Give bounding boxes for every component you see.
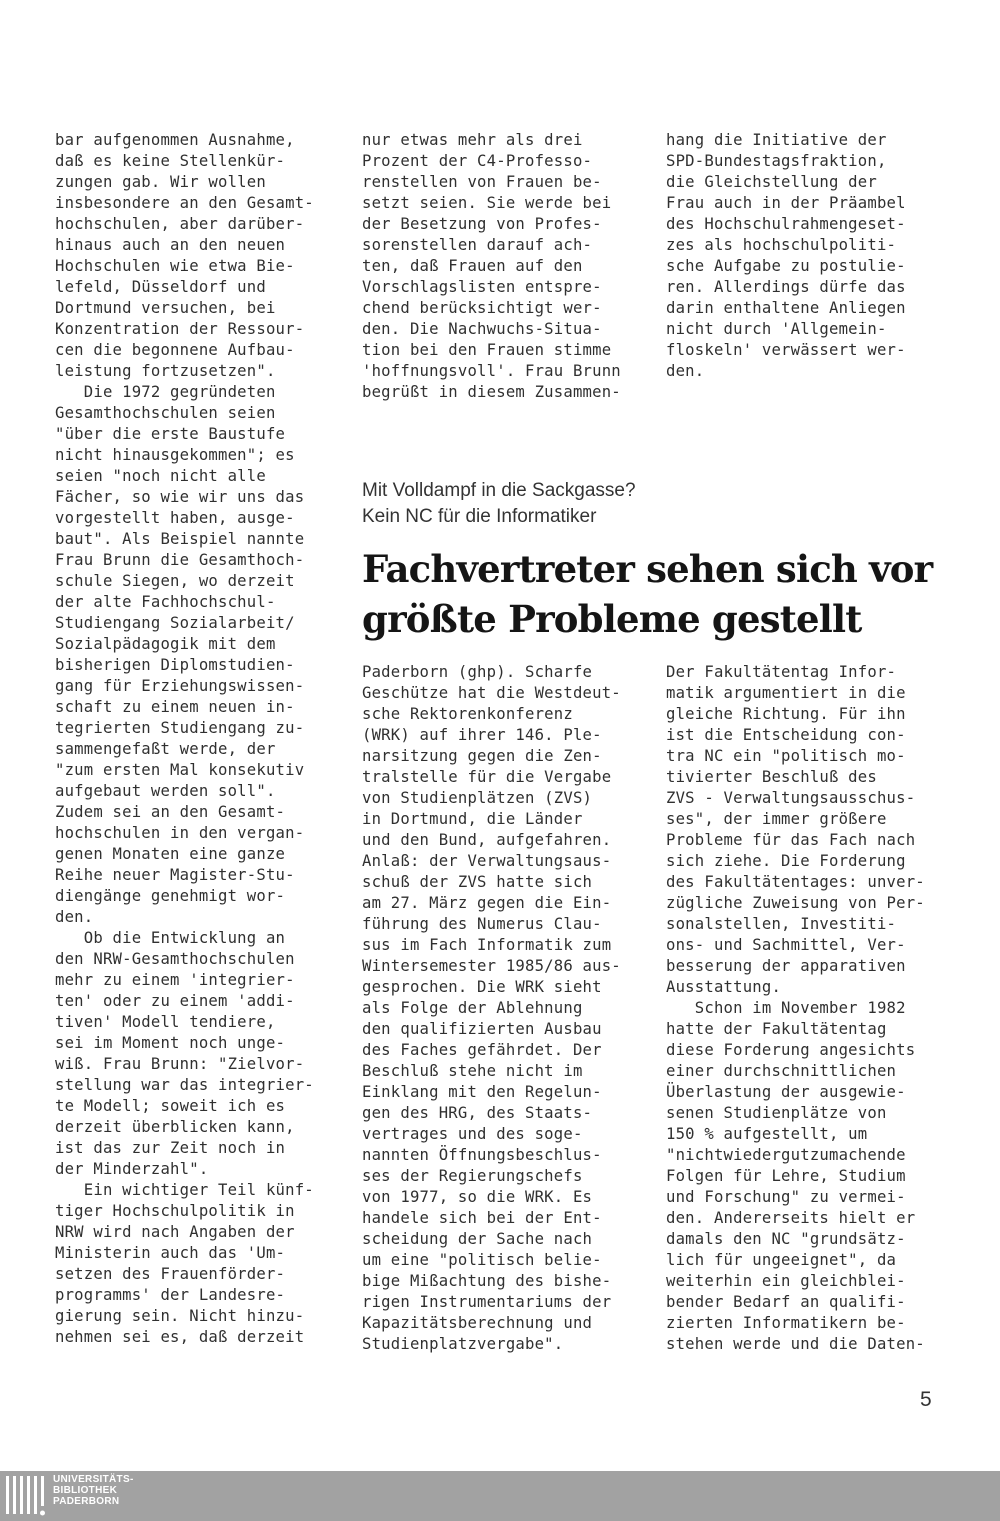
subheading-line-2: Kein NC für die Informatiker [362,506,597,527]
article2-column-2: Der Fakultätentag Infor- matik argumentiert in die gleiche Richtung. Für ihn ist die Entscheidung con- tra NC ein "politisch mo- tivierter Beschluß des ZVS - Verwaltungsausschus- ses", der immer größere Probleme für das Fach nach sich ziehe. Die Forderung des Fakultätentages: unver- zügliche Zuweisung von Per- sonalstellen, Investiti- ons- und Sachmittel, Ver- besserung der apparativen Ausstattung. Schon im November 1982 hatte der Fakultätentag diese Forderung angesichts einer durchschnittlichen Überlastung der ausgewie- senen Studienplätze von 150 % aufgestellt, um "nichtwiedergutzumachende Folgen für Lehre, Studium und Forschung" zu vermei- den. Andererseits hielt er damals den NC "grundsätz- lich für ungeeignet", da weiterhin ein gleichblei- bender Bedarf an qualifi- zierten Informatikern be- stehen werde und die Daten- [666,663,925,1353]
article1-column-2: nur etwas mehr als drei Prozent der C4-Professo- renstellen von Frauen be- setzt seien. Sie werde bei der Besetzung von Profes- sorenstellen darauf ach- ten, daß Frauen auf den Vorschlagslisten entspre- chend berücksichtigt wer- den. Die Nachwuchs-Situa- tion bei den Frauen stimme 'hoffnungsvoll'. Frau Brunn begrüßt in diesem Zusammen- [362,131,621,401]
subheading-line-1: Mit Volldampf in die Sackgasse? [362,480,636,501]
article2-column-1: Paderborn (ghp). Scharfe Geschütze hat die Westdeut- sche Rektorenkonferenz (WRK) auf ihrer 146. Ple- narsitzung gegen die Zen- tralstelle für die Vergabe von Studienplätzen (ZVS) in Dortmund, die Länder und den Bund, aufgefahren. Anlaß: der Verwaltungsaus- schuß der ZVS hatte sich am 27. März gegen die Ein- führung des Numerus Clau- sus im Fach Informatik zum Wintersemester 1985/86 aus- gesprochen. Die WRK sieht als Folge der Ablehnung den qualifizierten Ausbau des Faches gefährdet. Der Beschluß stehe nicht im Einklang mit den Regelun- gen des HRG, des Staats- vertrages und des soge- nannten Öffnungsbeschlus- ses der Regierungschefs von 1977, so die WRK. Es handele sich bei der Ent- scheidung der Sache nach um eine "politisch belie- bige Mißachtung des bishe- rigen Instrumentariums der Kapazitätsberechnung und Studienplatzvergabe". [362,663,621,1353]
library-name-line-2: BIBLIOTHEK [53,1485,118,1496]
library-name-line-1: UNIVERSITÄTS- [53,1474,134,1485]
article1-column-1: bar aufgenommen Ausnahme, daß es keine Stellenkür- zungen gab. Wir wollen insbesondere an den Gesamt- hochschulen, aber darüber- hinaus auch an den neuen Hochschulen wie etwa Bie- lefeld, Düsseldorf und Dortmund versuchen, bei Konzentration der Ressour- cen die begonnene Aufbau- leistung fortzusetzen". Die 1972 gegründeten Gesamthochschulen seien "über die erste Baustufe nicht hinausgekommen"; es seien "noch nicht alle Fächer, so wie wir uns das vorgestellt haben, ausge- baut". Als Beispiel nannte Frau Brunn die Gesamthoch- schule Siegen, wo derzeit der alte Fachhochschul- Studiengang Sozialarbeit/ Sozialpädagogik mit dem bisherigen Diplomstudien- gang für Erziehungswissen- schaft zu einem neuen in- tegrierten Studiengang zu- sammengefaßt werde, der "zum ersten Mal konsekutiv aufgebaut werden soll". Zudem sei an den Gesamt- hochschulen in den vergan- genen Monaten eine ganze Reihe neuer Magister-Stu- diengänge genehmigt wor- den. Ob die Entwicklung an den NRW-Gesamthochschulen mehr zu einem 'integrier- ten' oder zu einem 'addi- tiven' Modell tendiere, sei im Moment noch unge- wiß. Frau Brunn: "Zielvor- stellung war das integrier- te Modell; soweit ich es derzeit überblicken kann, ist das zur Zeit noch in der Minderzahl". Ein wichtiger Teil künf- tiger Hochschulpolitik in NRW wird nach Angaben der Ministerin auch das 'Um- setzen des Frauenförder- programms' der Landesre- gierung sein. Nicht hinzu- nehmen sei es, daß derzeit [55,131,314,1346]
headline-line-1: Fachvertreter sehen sich vor [362,547,933,591]
article1-column-3: hang die Initiative der SPD-Bundestagsfraktion, die Gleichstellung der Frau auch in der Präambel des Hochschulrahmengeset- zes als hochschulpoliti- sche Aufgabe zu postulie- ren. Allerdings dürfe das darin enthaltene Anliegen nicht durch 'Allgemein- floskeln' verwässert wer- den. [666,131,906,380]
headline-line-2: größte Probleme gestellt [362,597,862,641]
library-footer [0,1471,1000,1521]
library-name-line-3: PADERBORN [53,1496,120,1507]
page-number: 5 [920,1388,932,1411]
article2-subheading [362,478,636,530]
article2-headline [362,544,962,644]
library-logo-icon [4,1474,48,1518]
library-name [53,1474,134,1507]
